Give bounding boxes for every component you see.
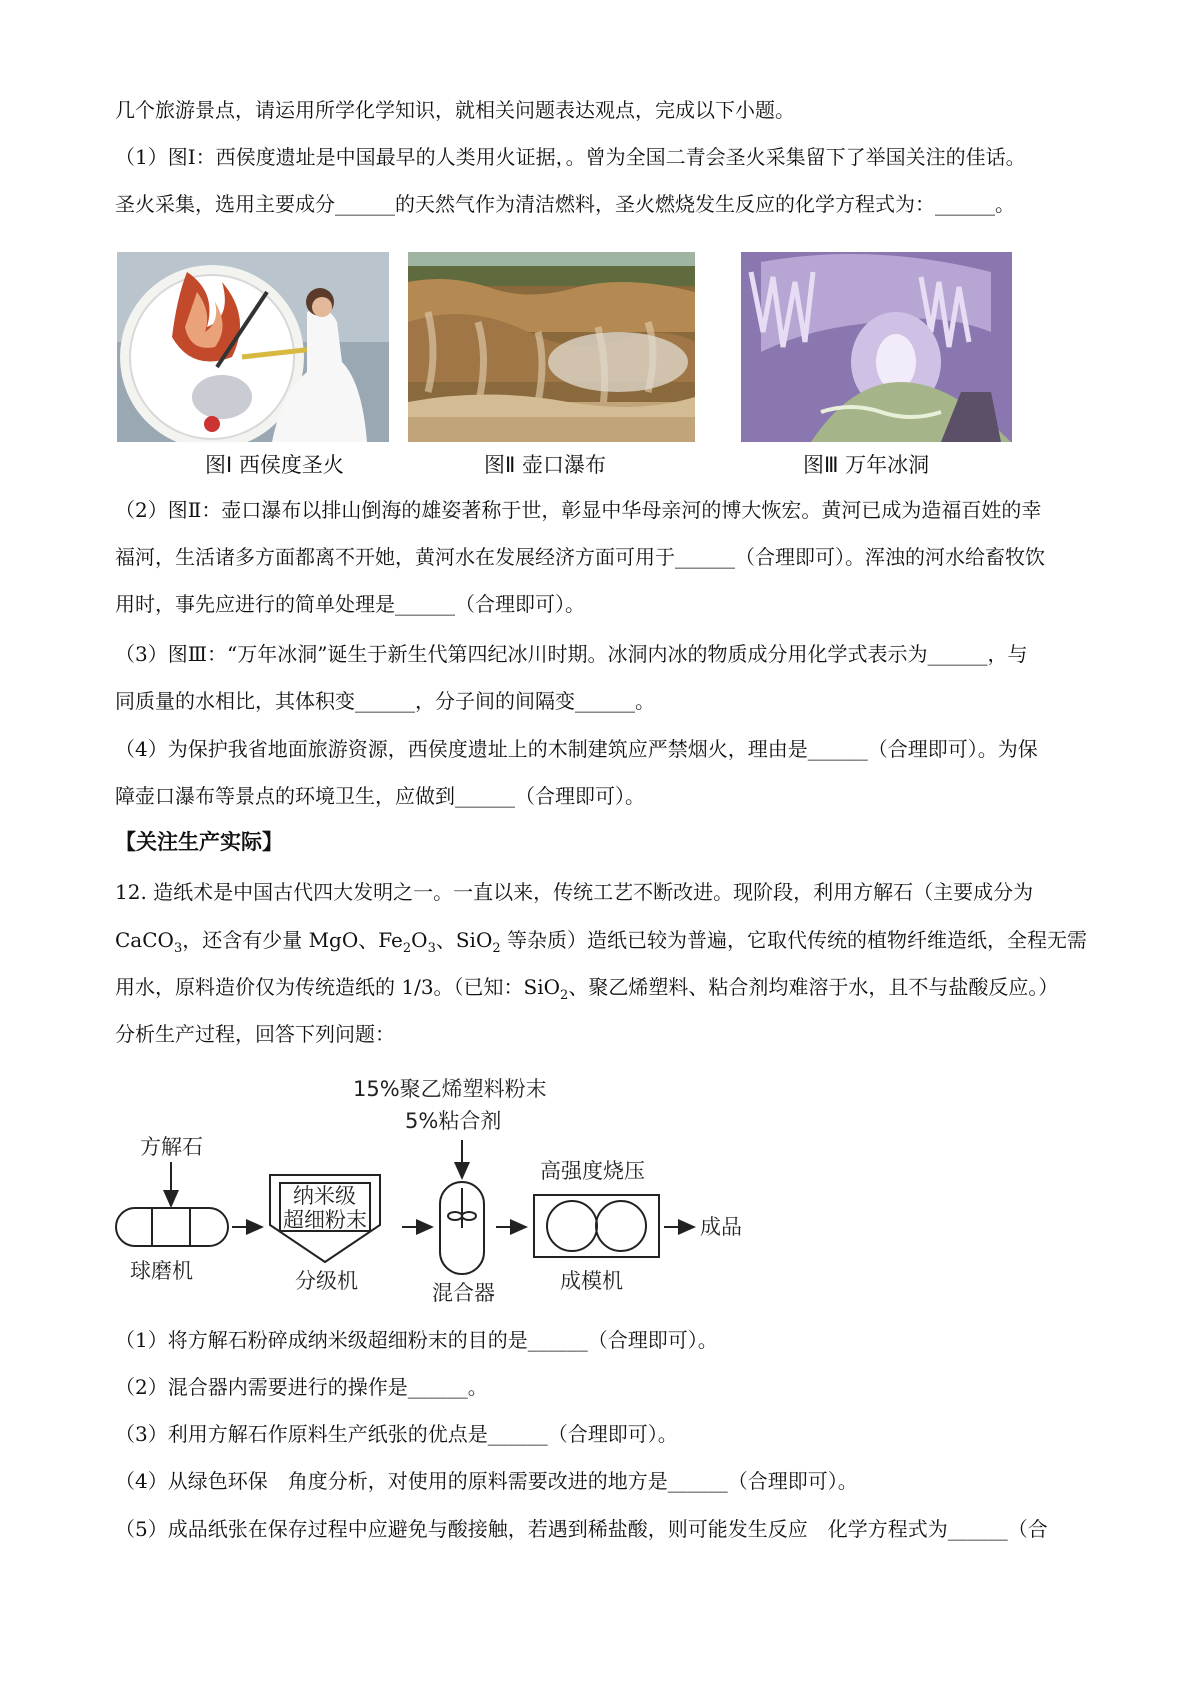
q11-part4-line2: 障壶口瀑布等景点的环境卫生，应做到______（合理即可）。: [115, 784, 645, 808]
intro-text: 几个旅游景点，请运用所学化学知识，就相关问题表达观点，完成以下小题。: [115, 98, 795, 122]
figure-2-caption: 图Ⅱ 壶口瀑布: [484, 453, 607, 477]
classifier-box-line1: 纳米级: [293, 1184, 356, 1208]
figure-1-caption: 图Ⅰ 西侯度圣火: [205, 453, 344, 477]
q11-part1-line2: 圣火采集，选用主要成分______的天然气作为清洁燃料，圣火燃烧发生反应的化学方程式为：______。: [115, 192, 1015, 216]
figure-3-caption: 图Ⅲ 万年冰洞: [803, 453, 930, 477]
q11-part2-line2: 福河，生活诸多方面都离不开她，黄河水在发展经济方面可用于______（合理即可）。浑浊的河水给畜牧饮: [115, 545, 1045, 569]
raw-material-label: 方解石: [140, 1135, 203, 1159]
classifier-label: 分级机: [295, 1269, 358, 1293]
q11-part3-line2: 同质量的水相比，其体积变______，分子间的间隔变______。: [115, 689, 655, 713]
q12-line3: 用水，原料造价仅为传统造纸的 1/3。（已知：SiO$_2$、聚乙烯塑料、粘合剂均难溶于水，且不与盐酸反应。）: [115, 975, 1059, 1003]
ball-mill-label: 球磨机: [130, 1259, 193, 1283]
mixer-label: 混合器: [432, 1281, 495, 1305]
classifier-box-line2: 超细粉末: [283, 1208, 367, 1232]
q11-part3-line1: （3）图Ⅲ：“万年冰洞”诞生于新生代第四纪冰川时期。冰洞内冰的物质成分用化学式表示为______，与: [115, 642, 1028, 666]
section-heading: 【关注生产实际】: [115, 830, 283, 854]
q11-part1-line1: （1）图Ⅰ：西侯度遗址是中国最早的人类用火证据，。曾为全国二青会圣火采集留下了举国关注的佳话。: [115, 145, 1026, 169]
q11-part2-line1: （2）图Ⅱ：壶口瀑布以排山倒海的雄姿著称于世，彰显中华母亲河的博大恢宏。黄河已成为造福百姓的幸: [115, 498, 1042, 522]
additive-plastic-label: 15%聚乙烯塑料粉末: [353, 1077, 547, 1101]
additive-binder-label: 5%粘合剂: [405, 1109, 502, 1133]
figure-2-waterfall-photo: [408, 252, 695, 442]
molding-machine-label: 成模机: [560, 1269, 623, 1293]
figure-3-ice-cave-photo: [741, 252, 1012, 442]
q12-line1: 12. 造纸术是中国古代四大发明之一。一直以来，传统工艺不断改进。现阶段，利用方解石（主要成分为: [115, 880, 1034, 904]
figure-1-torch-photo: [117, 252, 389, 442]
q11-part4-line1: （4）为保护我省地面旅游资源，西侯度遗址上的木制建筑应严禁烟火，理由是______（合理即可）。为保: [115, 737, 1038, 761]
q11-part2-line3: 用时，事先应进行的简单处理是______（合理即可）。: [115, 592, 585, 616]
q12-line4: 分析生产过程，回答下列问题：: [115, 1022, 395, 1046]
ball-mill-shape: [116, 1208, 228, 1246]
q12-part1: （1）将方解石粉碎成纳米级超细粉末的目的是______（合理即可）。: [115, 1328, 718, 1352]
q12-part2: （2）混合器内需要进行的操作是______。: [115, 1375, 488, 1399]
product-label: 成品: [700, 1215, 742, 1239]
production-flowchart: [0, 1070, 1200, 1310]
q12-part5: （5）成品纸张在保存过程中应避免与酸接触，若遇到稀盐酸，则可能发生反应 化学方程式为______（合: [115, 1517, 1048, 1541]
press-label: 高强度烧压: [540, 1159, 645, 1183]
q12-part3: （3）利用方解石作原料生产纸张的优点是______（合理即可）。: [115, 1422, 678, 1446]
q12-part4: （4）从绿色环保 角度分析，对使用的原料需要改进的地方是______（合理即可）。: [115, 1469, 858, 1493]
q12-line2: CaCO$_3$，还含有少量 MgO、$Fe_2O_3$、SiO$_2$ 等杂质）造纸已较为普遍，它取代传统的植物纤维造纸，全程无需: [115, 928, 1087, 956]
